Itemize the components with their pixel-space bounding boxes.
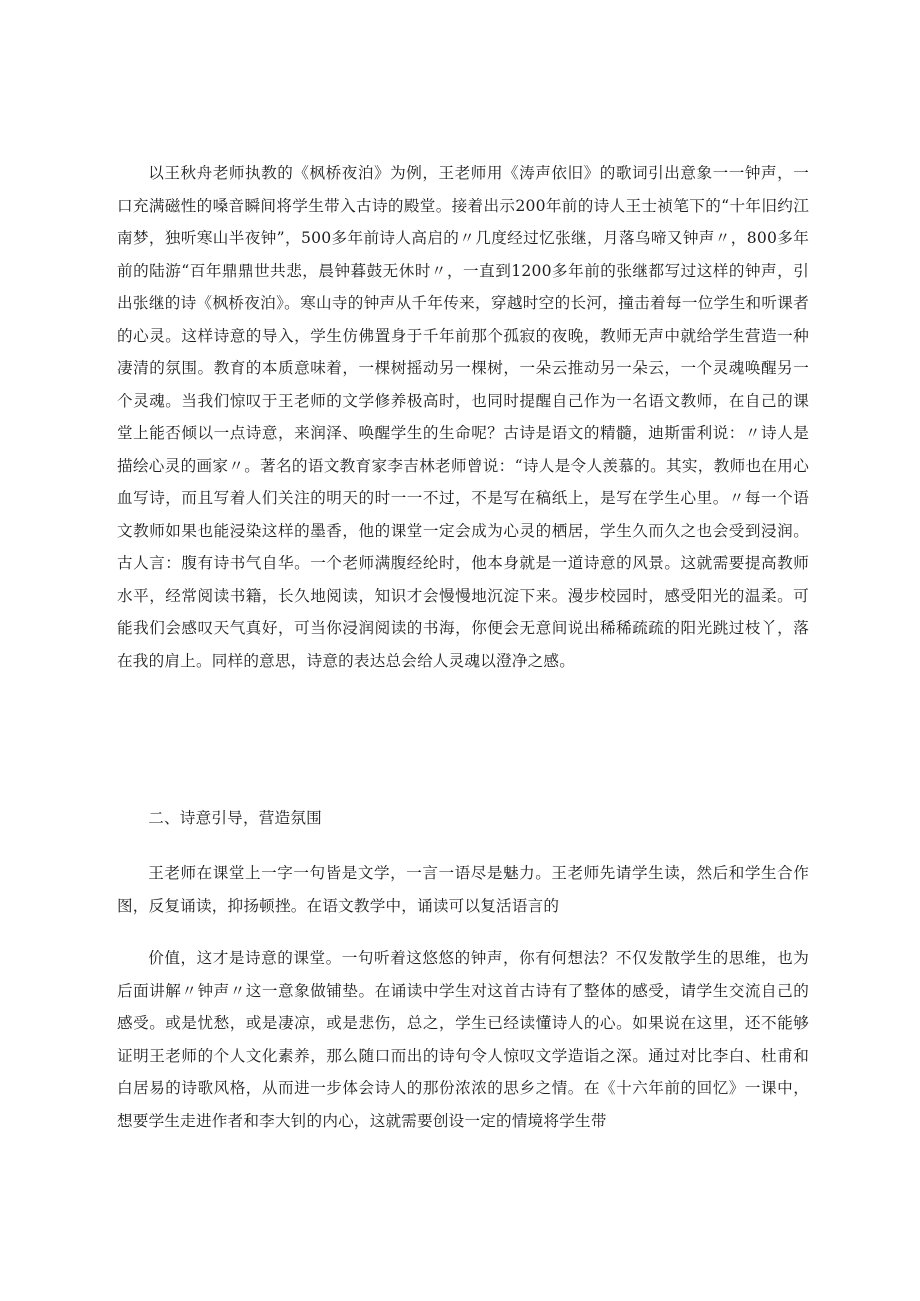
body-paragraph: 王老师在课堂上一字一句皆是文学，一言一语尽是魅力。王老师先请学生读，然后和学生合作图，反复诵读，抑扬顿挫。在语文教学中，诵读可以复活语言的 [117,864,809,915]
body-paragraph: 以王秋舟老师执教的《枫桥夜泊》为例，王老师用《涛声依旧》的歌词引出意象一一钟声，一口充满磁性的嗓音瞬间将学生带入古诗的殿堂。接着出示200年前的诗人王士祯笔下的“十年旧约江南梦，独听寒山半夜钟”，500多年前诗人高启的〃几度经过忆张继，月落乌啼又钟声〃，800多年前的陆游“百年鼎鼎世共悲，晨钟暮鼓无休时〃，一直到1200多年前的张继都写过这样的钟声，引出张继的诗《枫桥夜泊》。寒山寺的钟声从千年传来，穿越时空的长河，撞击着每一位学生和听课者的心灵。这样诗意的导入，学生仿佛置身于千年前那个孤寂的夜晚，教师无声中就给学生营造一种凄清的氛围。教育的本质意味着，一棵树摇动另一棵树，一朵云推动另一朵云，一个灵魂唤醒另一个灵魂。当我们惊叹于王老师的文学修养极高时，也同时提醒自己作为一名语文教师，在自己的课堂上能否倾以一点诗意，来润泽、唤醒学生的生命呢？古诗是语文的精髓，迪斯雷利说：〃诗人是描绘心灵的画家〃。著名的语文教育家李吉林老师曾说：“诗人是令人羡慕的。其实，教师也在用心血写诗，而且写着人们关注的明天的时一一不过，不是写在稿纸上，是写在学生心里。〃每一个语文教师如果也能浸染这样的墨香，他的课堂一定会成为心灵的栖居，学生久而久之也会受到浸润。古人言：腹有诗书气自华。一个老师满腹经纶时，他本身就是一道诗意的风景。这就需要提高教师水平，经常阅读书籍，长久地阅读，知识才会慢慢地沉淀下来。漫步校园时，感受阳光的温柔。可能我们会感叹天气真好，可当你浸润阅读的书海，你便会无意间说出稀稀疏疏的阳光跳过枝丫，落在我的肩上。同样的意思，诗意的表达总会给人灵魂以澄净之感。 [117,164,809,670]
body-paragraph: 价值，这才是诗意的课堂。一句听着这悠悠的钟声，你有何想法？不仅发散学生的思维，也为后面讲解〃钟声〃这一意象做铺垫。在诵读中学生对这首古诗有了整体的感受，请学生交流自己的感受。或是忧愁，或是凄凉，或是悲伤，总之，学生已经读懂诗人的心。如果说在这里，还不能够证明王老师的个人文化素养，那么随口而出的诗句令人惊叹文学造诣之深。通过对比李白、杜甫和白居易的诗歌风格，从而进一步体会诗人的那份浓浓的思乡之情。在《十六年前的回忆》一课中，想要学生走进作者和李大钊的内心，这就需要创设一定的情境将学生带 [117,949,809,1130]
section-heading: 二、诗意引导，营造氛围 [148,809,322,827]
